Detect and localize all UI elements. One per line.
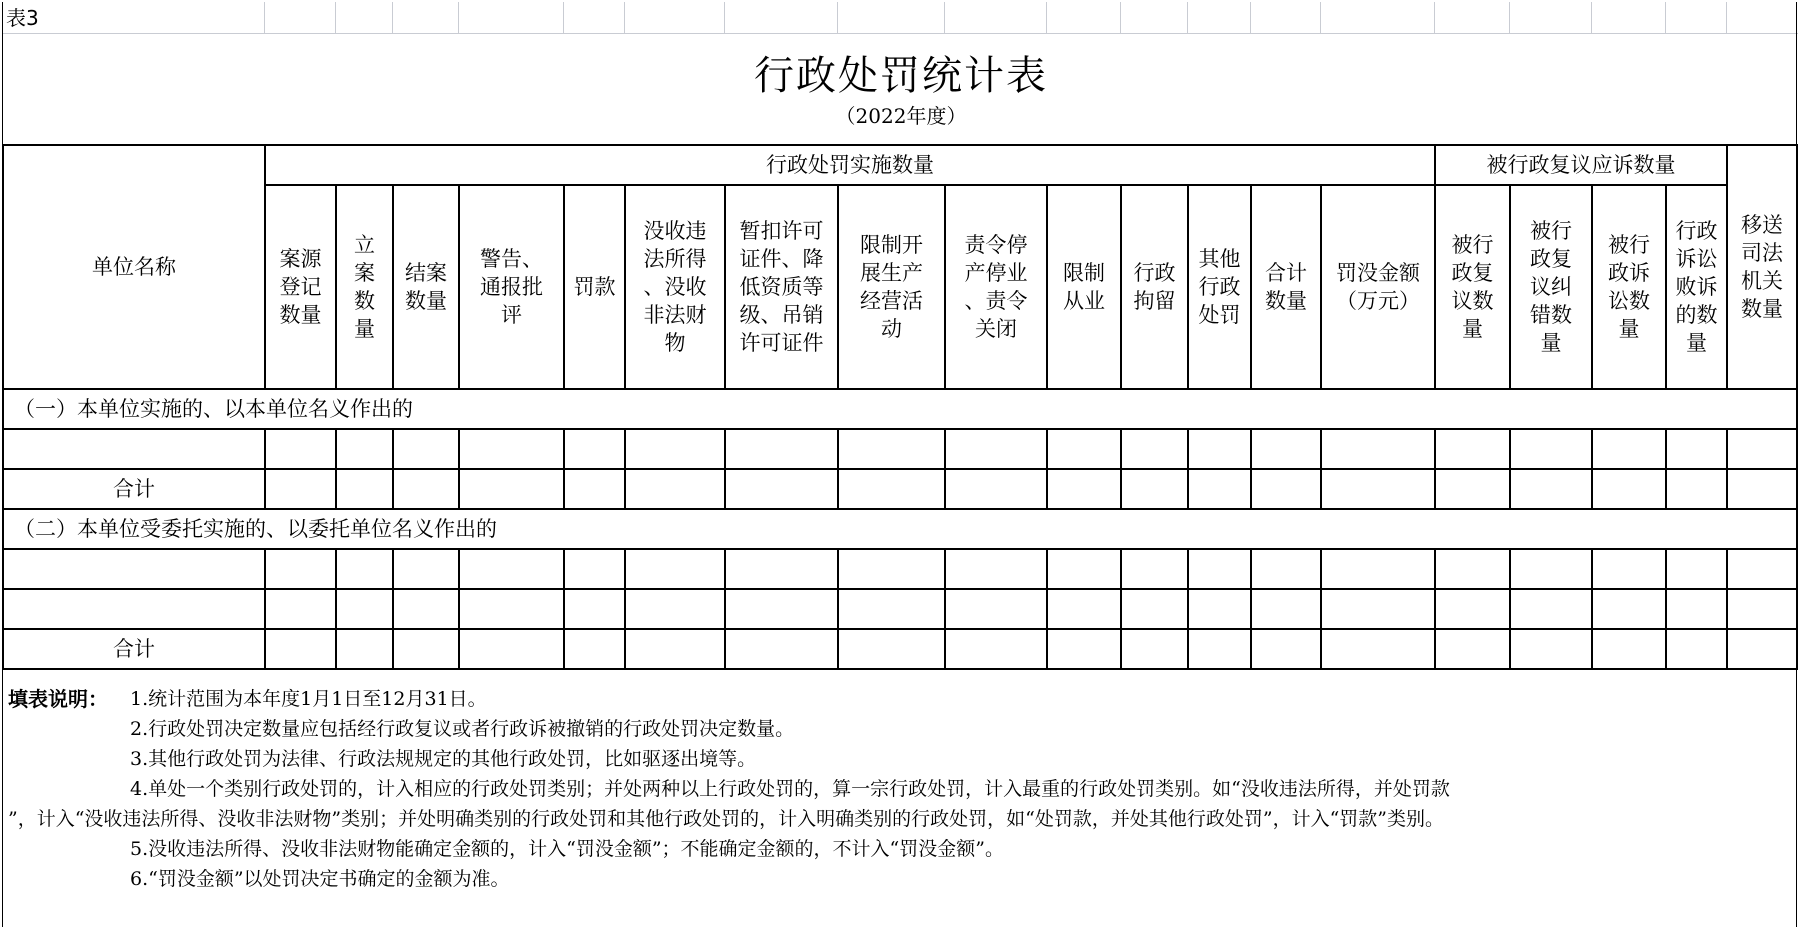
table-row-cell[interactable] [394, 550, 458, 588]
header-review-col-1: 被行 政复 议数 量 [1451, 233, 1494, 341]
page-subtitle: （2022年度） [835, 104, 967, 128]
table-row-cell[interactable] [946, 550, 1046, 588]
table-row-cell[interactable] [1511, 550, 1591, 588]
header-impl-col-11: 行政 拘留 [1133, 261, 1176, 313]
header-review-col-2: 被行 政复 议纠 错数 量 [1530, 219, 1572, 355]
table-row-cell[interactable] [337, 430, 392, 468]
header-impl-col-9: 责令停 产停业 、责令 关闭 [964, 233, 1028, 341]
table-row-cell[interactable] [565, 590, 624, 628]
header-impl-col-14: 罚没金额 （万元） [1336, 261, 1420, 313]
table-row-cell[interactable] [266, 430, 335, 468]
section-total-label: 合计 [113, 637, 155, 661]
table-row-cell[interactable] [460, 430, 563, 468]
note-line: 6.“罚没金额”以处罚决定书确定的金额为准。 [130, 868, 510, 890]
table-row-cell[interactable] [946, 430, 1046, 468]
sheet-label: 表3 [6, 6, 39, 30]
table-row-cell[interactable] [1667, 430, 1726, 468]
table-row-cell[interactable] [1252, 550, 1320, 588]
note-line: 3.其他行政处罚为法律、行政法规规定的其他行政处罚，比如驱逐出境等。 [130, 748, 757, 770]
header-impl-col-2: 立 案 数 量 [354, 233, 375, 341]
table-row-cell[interactable] [266, 590, 335, 628]
note-line: 4.单处一个类别行政处罚的，计入相应的行政处罚类别；并处两种以上行政处罚的，算一宗行政处罚，计入最重的行政处罚类别。如“没收违法所得，并处罚款 [130, 778, 1450, 800]
header-impl-col-8: 限制开 展生产 经营活 动 [860, 233, 923, 341]
table-row-cell[interactable] [1511, 430, 1591, 468]
top-row-gridline [1320, 2, 1321, 33]
table-row-cell[interactable] [1511, 590, 1591, 628]
top-row-gridline [264, 2, 265, 33]
note-line: 1.统计范围为本年度1月1日至12月31日。 [130, 688, 487, 710]
top-row-gridline [724, 2, 725, 33]
note-line: 2.行政处罚决定数量应包括经行政复议或者行政诉被撤销的行政处罚决定数量。 [130, 718, 795, 740]
top-row-gridline [944, 2, 945, 33]
table-row-cell[interactable] [726, 550, 837, 588]
top-row-gridline [1434, 2, 1435, 33]
section-title: （一）本单位实施的、以本单位名义作出的 [14, 397, 413, 421]
top-row-gridline [563, 2, 564, 33]
table-row-cell[interactable] [4, 430, 264, 468]
header-impl-col-5: 罚款 [573, 275, 616, 299]
grid-line-row-7 [2, 668, 1796, 670]
table-row-cell[interactable] [1048, 430, 1120, 468]
table-row-cell[interactable] [1667, 550, 1726, 588]
table-row-cell[interactable] [337, 590, 392, 628]
table-row-cell[interactable] [1189, 550, 1250, 588]
note-line: ”，计入“没收违法所得、没收非法财物”类别；并处明确类别的行政处罚和其他行政处罚的，计入明确类别的行政处罚，如“处罚款，并处其他行政处罚”，计入“罚款”类别。 [8, 808, 1444, 830]
header-group-implementation: 行政处罚实施数量 [766, 153, 934, 177]
top-row-gridline [1120, 2, 1121, 33]
table-row-cell[interactable] [626, 590, 724, 628]
top-row-gridline [335, 2, 336, 33]
table-row-cell[interactable] [839, 590, 944, 628]
table-row-cell[interactable] [1122, 550, 1187, 588]
table-row-cell[interactable] [1189, 430, 1250, 468]
table-row-cell[interactable] [839, 430, 944, 468]
table-row-cell[interactable] [1122, 430, 1187, 468]
header-transfer-count: 移送 司法 机关 数量 [1741, 213, 1783, 321]
table-row-cell[interactable] [1436, 550, 1509, 588]
top-row-gridline [1726, 2, 1727, 33]
table-row-cell[interactable] [946, 590, 1046, 628]
top-row-gridline [624, 2, 625, 33]
section-title: （二）本单位受委托实施的、以委托单位名义作出的 [14, 517, 497, 541]
header-unit-name: 单位名称 [92, 255, 176, 279]
table-row-cell[interactable] [394, 590, 458, 628]
table-row-cell[interactable] [626, 550, 724, 588]
table-row-cell[interactable] [1122, 590, 1187, 628]
table-row-cell[interactable] [1252, 430, 1320, 468]
header-group-review: 被行政复议应诉数量 [1486, 153, 1676, 177]
header-impl-col-4: 警告、 通报批 评 [480, 247, 543, 327]
header-impl-col-6: 没收违 法所得 、没收 非法财 物 [643, 219, 707, 355]
grid-line-row-2 [2, 468, 1796, 470]
header-impl-col-7: 暂扣许可 证件、降 低资质等 级、吊销 许可证件 [739, 219, 824, 355]
top-row-gridline [1665, 2, 1666, 33]
note-line: 5.没收违法所得、没收非法财物能确定金额的，计入“罚没金额”；不能确定金额的，不计入“罚没金额”。 [130, 838, 1004, 860]
table-row-cell[interactable] [1048, 550, 1120, 588]
table-row-cell[interactable] [337, 550, 392, 588]
table-row-cell[interactable] [4, 550, 264, 588]
table-row-cell[interactable] [565, 550, 624, 588]
top-row-gridline [458, 2, 459, 33]
header-impl-col-1: 案源 登记 数量 [279, 247, 322, 327]
table-row-cell[interactable] [1436, 590, 1509, 628]
table-row-cell[interactable] [1322, 430, 1434, 468]
section-total-label: 合计 [113, 477, 155, 501]
table-row-cell[interactable] [1728, 430, 1796, 468]
table-row-cell[interactable] [1252, 590, 1320, 628]
table-row-cell[interactable] [266, 550, 335, 588]
grid-line-row-6 [2, 628, 1796, 630]
table-row-cell[interactable] [460, 550, 563, 588]
table-row-cell[interactable] [565, 430, 624, 468]
spreadsheet-top-row [2, 2, 1798, 34]
top-row-gridline [1187, 2, 1188, 33]
header-impl-col-13: 合计 数量 [1265, 261, 1307, 313]
top-row-gridline [837, 2, 838, 33]
top-row-gridline [1046, 2, 1047, 33]
table-row-cell[interactable] [726, 590, 837, 628]
table-row-cell[interactable] [1667, 590, 1726, 628]
page-title: 行政处罚统计表 [754, 53, 1048, 99]
header-impl-col-10: 限制 从业 [1063, 261, 1105, 313]
header-review-col-3: 被行 政诉 讼数 量 [1608, 233, 1650, 341]
top-row-gridline [1250, 2, 1251, 33]
table-row-cell[interactable] [460, 590, 563, 628]
table-row-cell[interactable] [4, 590, 264, 628]
table-row-cell[interactable] [1593, 430, 1665, 468]
top-row-gridline [1509, 2, 1510, 33]
table-row-cell[interactable] [1322, 590, 1434, 628]
table-row-cell[interactable] [726, 430, 837, 468]
table-row-cell[interactable] [839, 550, 944, 588]
top-row-gridline [392, 2, 393, 33]
notes-label: 填表说明： [8, 687, 108, 711]
table-row-cell[interactable] [1436, 430, 1509, 468]
table-row-cell[interactable] [626, 430, 724, 468]
table-row-cell[interactable] [1048, 590, 1120, 628]
header-impl-col-3: 结案 数量 [405, 261, 447, 313]
table-row-cell[interactable] [1189, 590, 1250, 628]
table-row-cell[interactable] [1728, 550, 1796, 588]
header-review-col-4: 行政 诉讼 败诉 的数 量 [1675, 219, 1718, 355]
table-row-cell[interactable] [1728, 590, 1796, 628]
table-row-cell[interactable] [1593, 550, 1665, 588]
top-row-gridline [1591, 2, 1592, 33]
table-row-cell[interactable] [1322, 550, 1434, 588]
table-row-cell[interactable] [394, 430, 458, 468]
grid-line-right [1796, 144, 1798, 670]
header-impl-col-12: 其他 行政 处罚 [1198, 247, 1241, 327]
table-row-cell[interactable] [1593, 590, 1665, 628]
